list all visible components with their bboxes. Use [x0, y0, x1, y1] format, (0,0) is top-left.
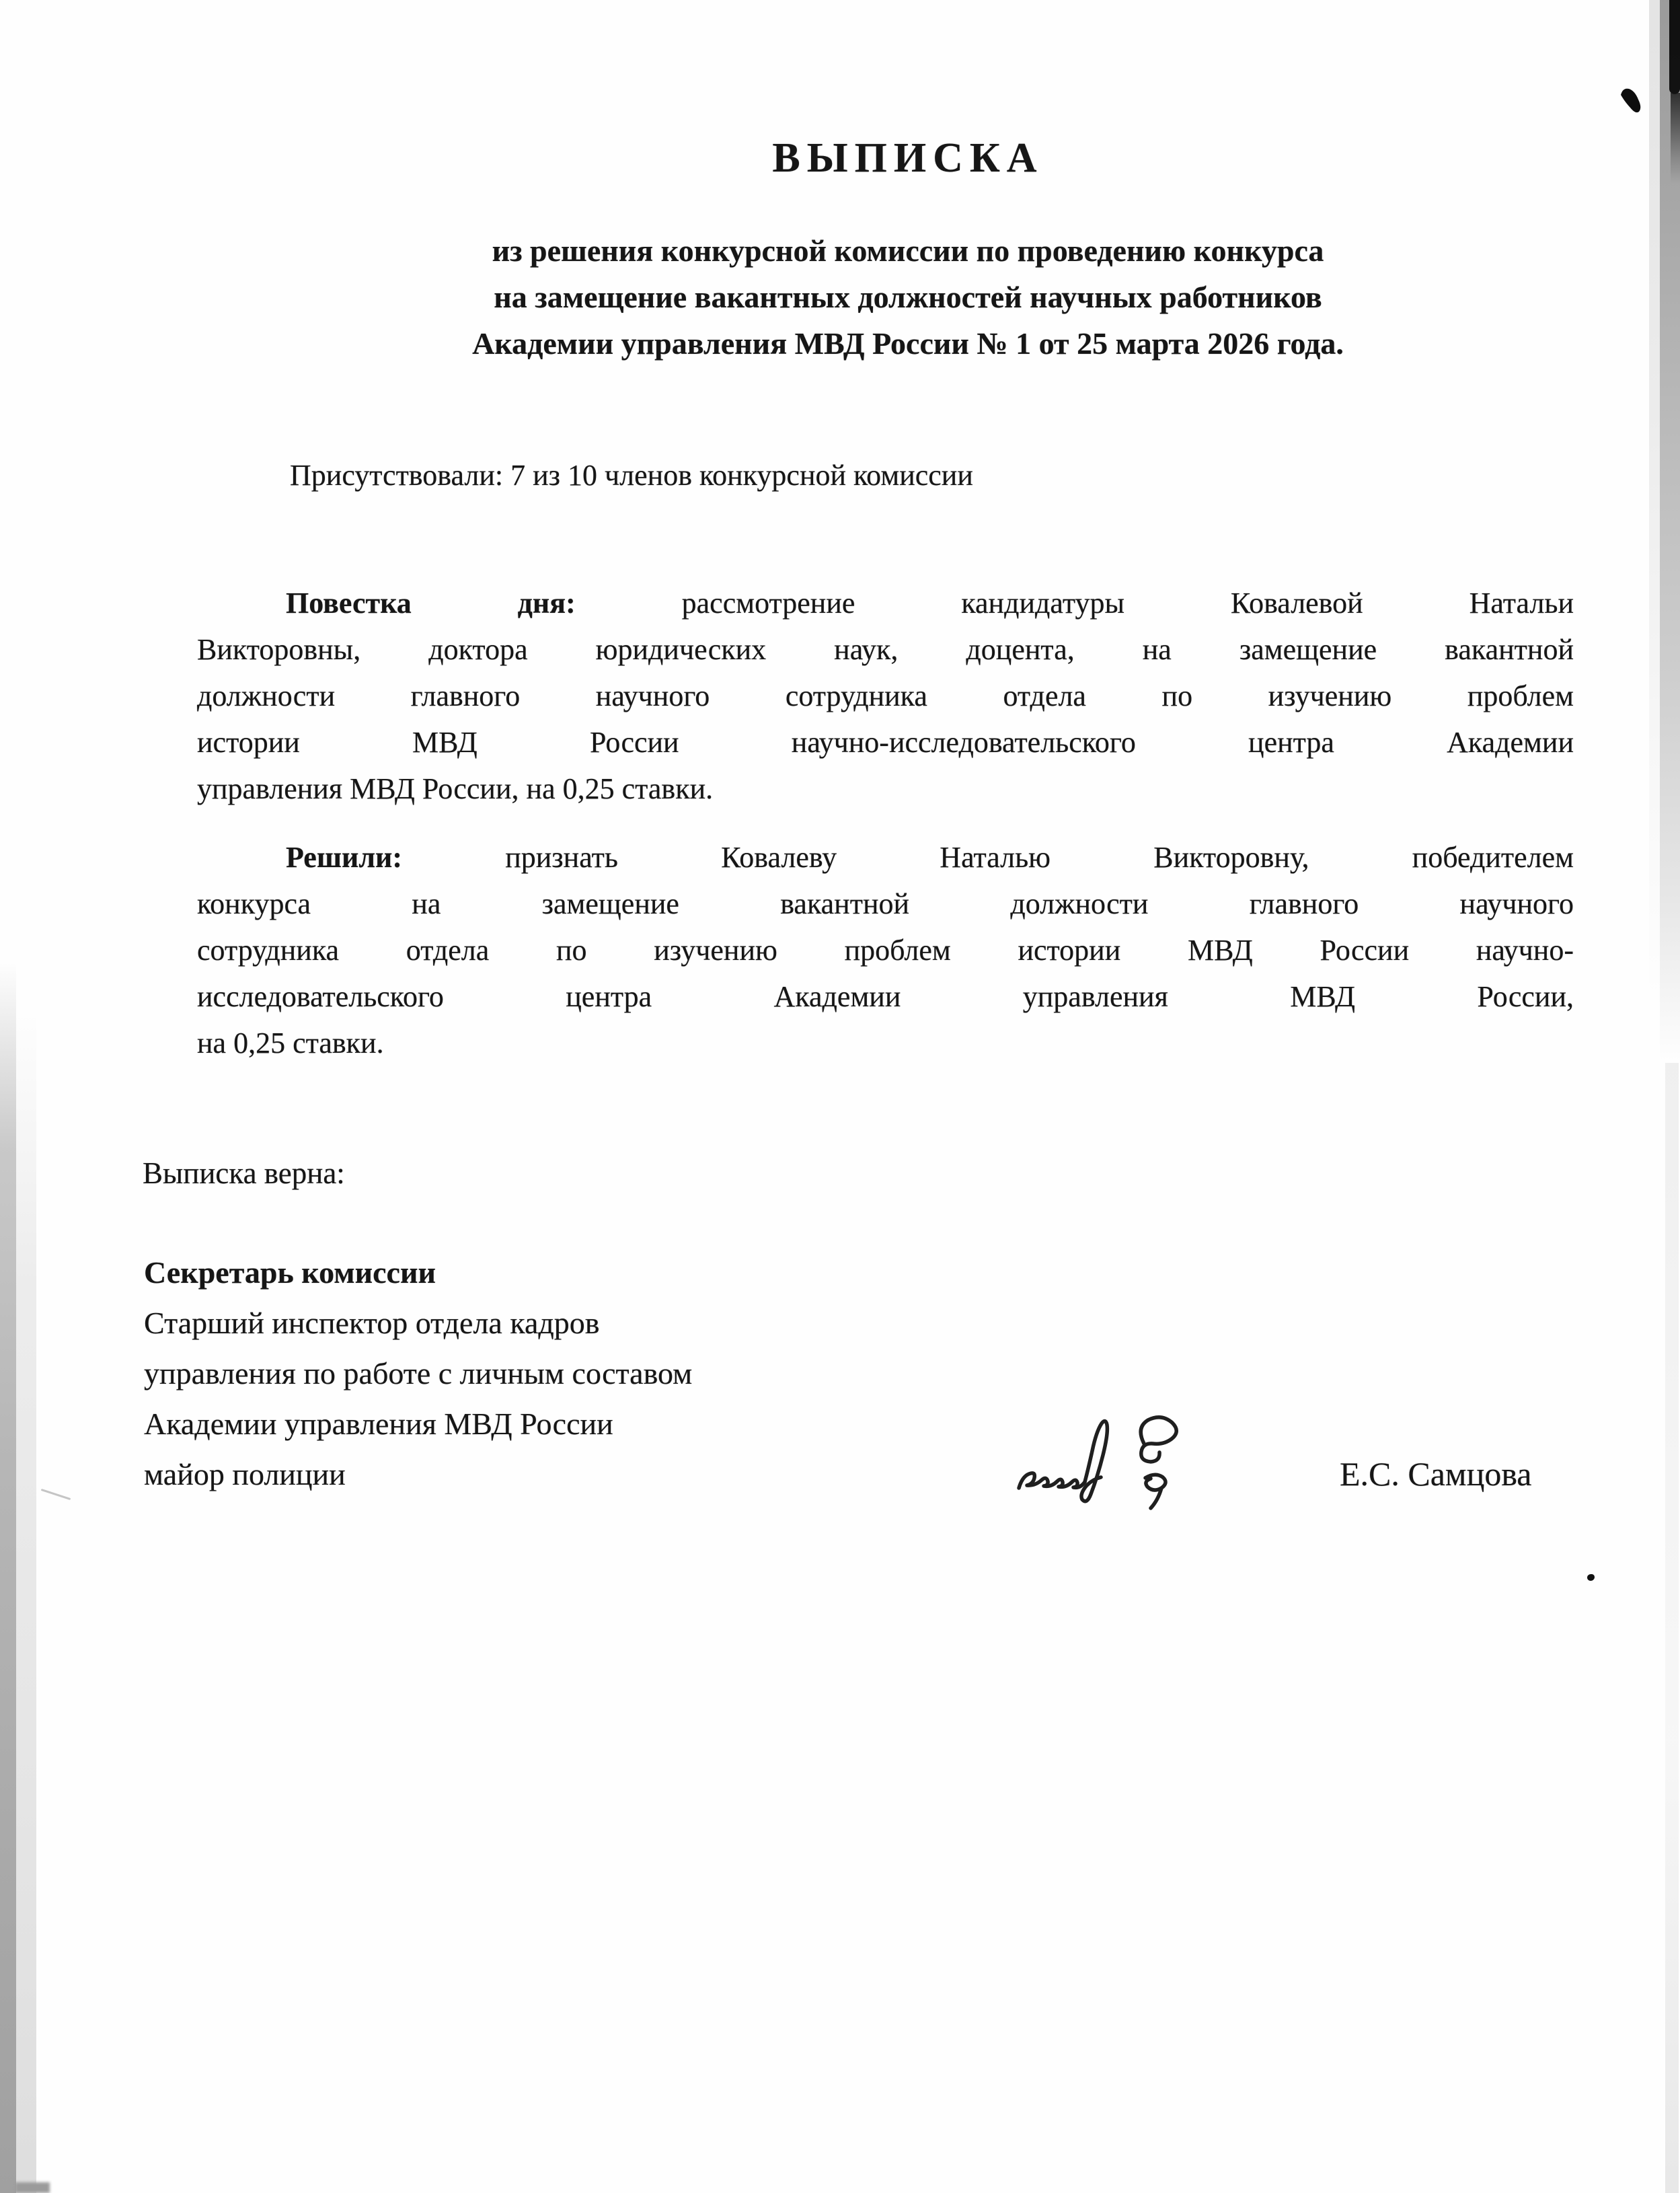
agenda-line: истории МВД России научно-исследовательского центра Академии [197, 726, 1574, 759]
agenda-line: управления МВД России, на 0,25 ставки. [197, 772, 714, 805]
resolution-line [197, 834, 1574, 881]
attendance-line: Присутствовали: 7 из 10 членов конкурсной комиссии [290, 459, 973, 492]
resolution-label: Решили: [286, 841, 403, 874]
resolution-line: на 0,25 ставки. [197, 1027, 384, 1060]
scan-corner-blob [1669, 0, 1680, 94]
agenda-line: Викторовны, доктора юридических наук, доцента, на замещение вакантной [197, 633, 1574, 666]
signatory-role-line: Старший инспектор отдела кадров [144, 1306, 600, 1340]
signatory-block [144, 1247, 692, 1499]
document-subtitle [377, 227, 1439, 367]
scan-corner-blob-fade [1671, 93, 1680, 184]
resolution-paragraph [197, 834, 1574, 1066]
signatory-role-line: управления по работе с личным составом [144, 1356, 693, 1390]
resolution-first-text: признать Ковалеву Наталью Викторовну, победителем [505, 841, 1574, 874]
pen-mark-icon [1617, 85, 1644, 116]
scan-edge-artifact-left [0, 962, 16, 2193]
resolution-line: сотрудника отдела по изучению проблем истории МВД России научно- [197, 934, 1574, 967]
agenda-line [197, 580, 1574, 626]
dust-scratch [41, 1489, 71, 1500]
attendance-paragraph [197, 452, 1574, 498]
scan-corner-bottom-left [15, 2182, 50, 2193]
signatory-role-line: Академии управления МВД России [144, 1407, 613, 1441]
resolution-line: конкурса на замещение вакантной должности главного научного [197, 887, 1574, 920]
agenda-line: должности главного научного сотрудника отдела по изучению проблем [197, 679, 1574, 712]
resolution-line: исследовательского центра Академии управления МВД России, [197, 980, 1574, 1013]
agenda-label: Повестка дня: [286, 587, 576, 620]
signatory-role: Секретарь комиссии [144, 1255, 436, 1290]
agenda-first-text: рассмотрение кандидатуры Ковалевой Натальи [681, 587, 1574, 620]
scan-edge-artifact-left-tail [16, 1009, 36, 2193]
scan-edge-artifact-right-faint [1665, 1063, 1679, 2193]
dust-speck [1587, 1574, 1595, 1581]
subtitle-line: на замещение вакантных должностей научных работников [494, 280, 1322, 314]
scan-edge-artifact-right-inner [1649, 0, 1660, 1009]
subtitle-line: Академии управления МВД России № 1 от 25 марта 2026 года. [472, 326, 1344, 361]
signatory-role-line: майор полиции [144, 1457, 346, 1491]
certification-line: Выписка верна: [143, 1156, 345, 1190]
page-title: ВЫПИСКА [772, 135, 1044, 181]
handwritten-signature-icon [1012, 1413, 1221, 1520]
subtitle-line: из решения конкурсной комиссии по проведению конкурса [492, 233, 1324, 268]
signatory-name: Е.С. Самцова [1340, 1455, 1532, 1493]
agenda-paragraph [197, 580, 1574, 812]
